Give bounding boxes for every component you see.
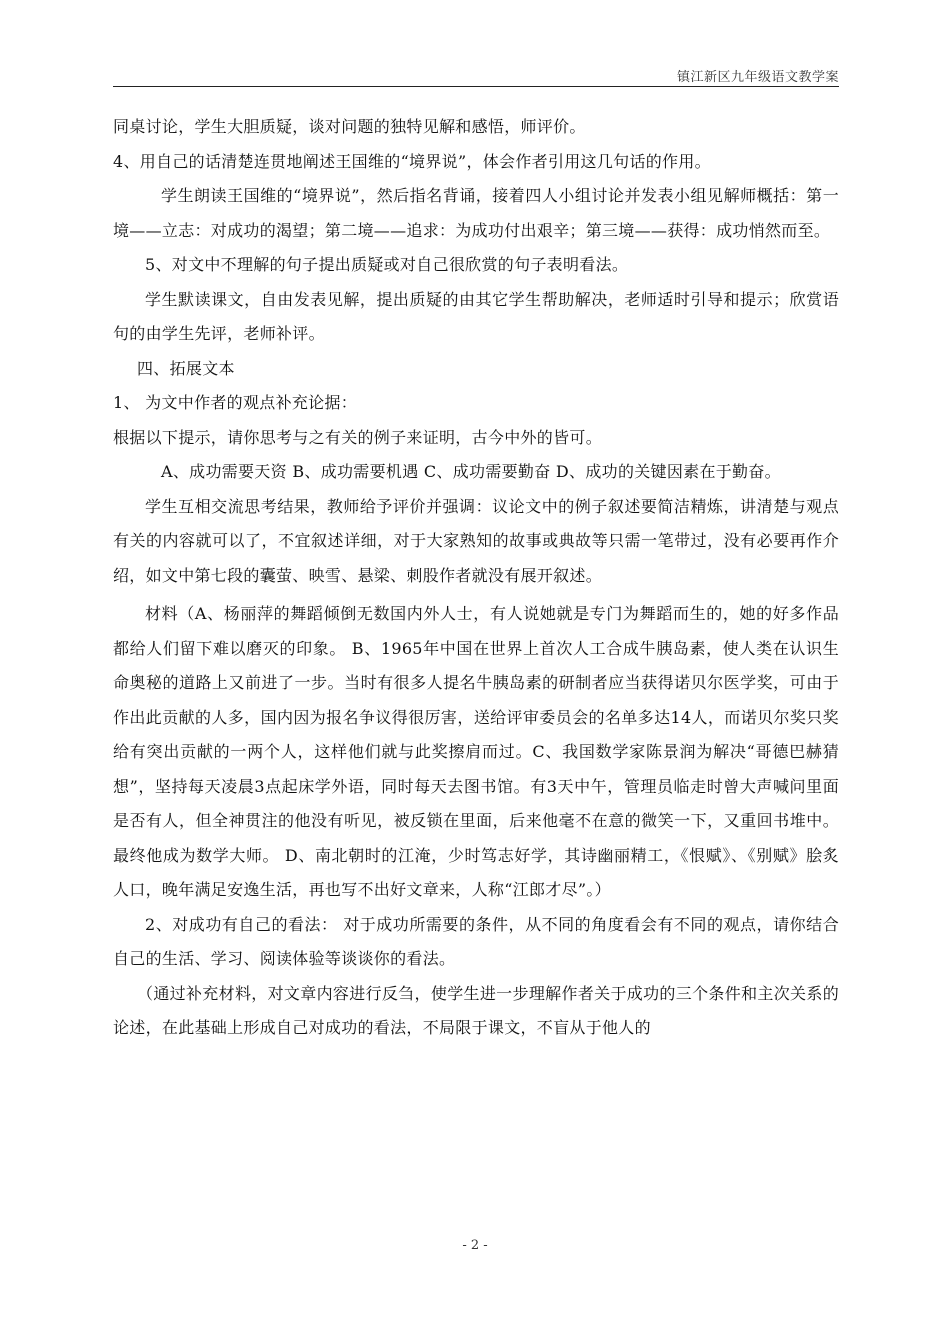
paragraph-reflection: （通过补充材料，对文章内容进行反刍，使学生进一步理解作者关于成功的三个条件和主次关系的论述，在此基础上形成自己对成功的看法，不局限于课文，不盲从于他人的 xyxy=(113,983,839,1037)
paragraph-silent-reading: 学生默读课文，自由发表见解，提出质疑的由其它学生帮助解决，老师适时引导和提示；欣赏语句的由学生先评，老师补评。 xyxy=(113,289,839,343)
paragraph-teacher-comment: 学生互相交流思考结果，教师给予评价并强调：议论文中的例子叙述要简洁精炼，讲清楚与观点有关的内容就可以了，不宜叙述详细，对于大家熟知的故事或典故等只需一笔带过，没有必要再作介绍，如文中第七段的囊萤、映雪、悬梁、刺股作者就没有展开叙述。 xyxy=(113,496,839,585)
paragraph-task-4: 4、用自己的话清楚连贯地阐述王国维的“境界说”，体会作者引用这几句话的作用。 xyxy=(113,151,711,171)
paragraph-extend-1: 1、 为文中作者的观点补充论据： xyxy=(113,393,358,412)
paragraph-task-5: 5、对文中不理解的句子提出质疑或对自己很欣赏的句子表明看法。 xyxy=(145,255,629,274)
section-heading-extend: 四、拓展文本 xyxy=(137,358,235,378)
paragraph-materials: 材料（A、杨丽萍的舞蹈倾倒无数国内外人士，有人说她就是专门为舞蹈而生的，她的好多作品都给人们留下难以磨灭的印象。 B、1965年中国在世界上首次人工合成牛胰岛素，使人类在认识生命奥秘的道路上又前进了一步。当时有很多人提名牛胰岛素的研制者应当获得诺贝尔医学奖，可由于作出此贡献的人多，国内因为报名争议得很厉害，送给评审委员会的名单多达14人，而诺贝尔奖只奖给有突出贡献的一两个人，这样他们就与此奖擦肩而过。C、我国数学家陈景润为解决“哥德巴赫猜想”，坚持每天凌晨3点起床学外语，同时每天去图书馆。有3天中午，管理员临走时曾大声喊问里面是否有人，但全神贯注的他没有听见，被反锁在里面，后来他毫不在意的微笑一下，又重回书堆中。最终他成为数学大师。 D、南北朝时的江淹，少时笃志好学，其诗幽丽精工，《恨赋》、《别赋》脍炙人口，晚年满足安逸生活，再也写不出好文章来，人称“江郎才尽”。） xyxy=(113,604,839,899)
header-title: 镇江新区九年级语文教学案 xyxy=(676,70,839,85)
page-header xyxy=(113,64,839,87)
paragraph-jingjie-summary: 学生朗读王国维的“境界说”，然后指名背诵，接着四人小组讨论并发表小组见解师概括：第一境——立志：对成功的渴望；第二境——追求：为成功付出艰辛；第三境——获得：成功悄然而至。 xyxy=(113,186,839,240)
paragraph-extend-2: 2、对成功有自己的看法： 对于成功所需要的条件，从不同的角度看会有不同的观点，请你结合自己的生活、学习、阅读体验等谈谈你的看法。 xyxy=(113,914,839,968)
page-number: - 2 - xyxy=(462,1238,488,1253)
paragraph-hint: 根据以下提示，请你思考与之有关的例子来证明，古今中外的皆可。 xyxy=(113,427,603,447)
paragraph-discussion: 同桌讨论，学生大胆质疑，谈对问题的独特见解和感悟，师评价。 xyxy=(113,117,586,136)
document-body xyxy=(113,110,839,1046)
paragraph-options: A、成功需要天资 B、成功需要机遇 C、成功需要勤奋 D、成功的关键因素在于勤奋。 xyxy=(161,462,781,481)
